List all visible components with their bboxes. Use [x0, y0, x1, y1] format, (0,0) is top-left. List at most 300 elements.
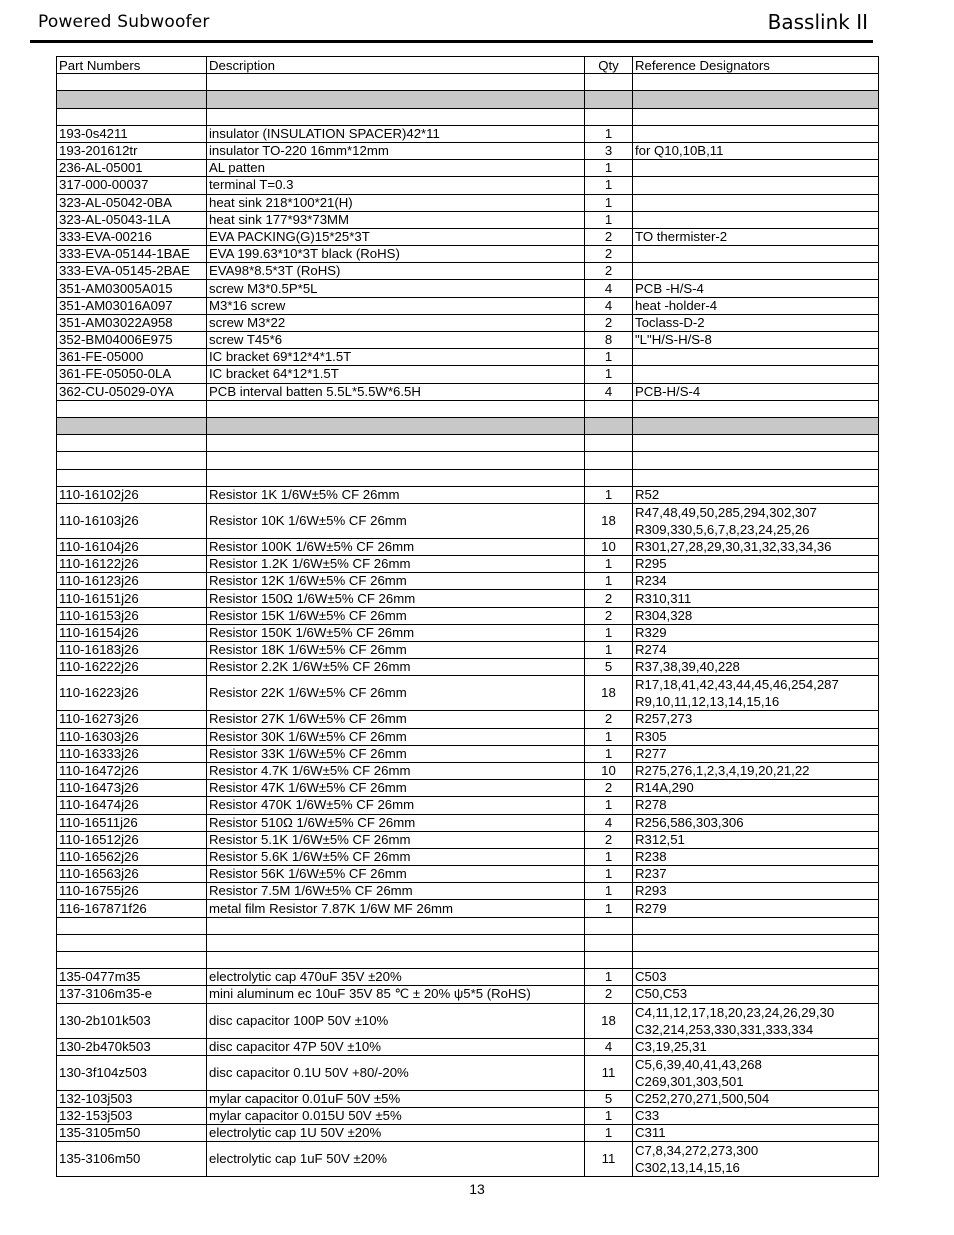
qty-cell: [585, 469, 633, 486]
qty-cell: 1: [585, 125, 633, 142]
reference-designators-cell: R277: [633, 745, 879, 762]
reference-designators-cell: [633, 417, 879, 434]
description-cell: [207, 400, 585, 417]
qty-cell: 8: [585, 332, 633, 349]
reference-designators-cell: PCB -H/S-4: [633, 280, 879, 297]
description-cell: EVA98*8.5*3T (RoHS): [207, 263, 585, 280]
qty-cell: 11: [585, 1055, 633, 1090]
part-number-cell: [57, 934, 207, 951]
reference-designators-cell: R329: [633, 624, 879, 641]
part-number-cell: 361-FE-05000: [57, 349, 207, 366]
table-row: [57, 435, 879, 452]
table-row: [57, 228, 879, 245]
reference-designators-cell: [633, 177, 879, 194]
qty-cell: 1: [585, 194, 633, 211]
description-cell: Resistor 30K 1/6W±5% CF 26mm: [207, 728, 585, 745]
part-number-cell: 110-16122j26: [57, 556, 207, 573]
part-number-cell: [57, 952, 207, 969]
description-cell: EVA 199.63*10*3T black (RoHS): [207, 246, 585, 263]
description-cell: [207, 91, 585, 108]
qty-cell: 2: [585, 246, 633, 263]
reference-designators-cell: R238: [633, 848, 879, 865]
description-cell: [207, 917, 585, 934]
table-row: [57, 503, 879, 538]
qty-cell: [585, 952, 633, 969]
part-number-cell: [57, 417, 207, 434]
description-cell: Resistor 22K 1/6W±5% CF 26mm: [207, 676, 585, 711]
description-cell: AL patten: [207, 160, 585, 177]
part-number-cell: [57, 108, 207, 125]
part-number-cell: 193-201612tr: [57, 142, 207, 159]
table-row: [57, 125, 879, 142]
description-cell: Resistor 7.5M 1/6W±5% CF 26mm: [207, 883, 585, 900]
table-row: [57, 676, 879, 711]
part-number-cell: 130-2b470k503: [57, 1038, 207, 1055]
reference-designators-cell: R14A,290: [633, 780, 879, 797]
qty-cell: 1: [585, 349, 633, 366]
qty-cell: 5: [585, 659, 633, 676]
table-row: [57, 417, 879, 434]
table-row: [57, 314, 879, 331]
part-number-cell: 110-16104j26: [57, 538, 207, 555]
table-header-row: [57, 57, 879, 74]
table-row: [57, 400, 879, 417]
table-row: [57, 383, 879, 400]
part-number-cell: 362-CU-05029-0YA: [57, 383, 207, 400]
description-cell: Resistor 2.2K 1/6W±5% CF 26mm: [207, 659, 585, 676]
header-model-title: Basslink II: [767, 10, 868, 34]
table-row: [57, 280, 879, 297]
qty-cell: 1: [585, 642, 633, 659]
table-row: [57, 780, 879, 797]
column-header-reference-designators: Reference Designators: [633, 57, 879, 74]
qty-cell: 11: [585, 1142, 633, 1177]
qty-cell: 1: [585, 1107, 633, 1124]
part-number-cell: 236-AL-05001: [57, 160, 207, 177]
part-number-cell: 351-AM03016A097: [57, 297, 207, 314]
description-cell: heat sink 218*100*21(H): [207, 194, 585, 211]
table-row: [57, 711, 879, 728]
part-number-cell: 323-AL-05042-0BA: [57, 194, 207, 211]
reference-designators-cell: R295: [633, 556, 879, 573]
description-cell: Resistor 12K 1/6W±5% CF 26mm: [207, 573, 585, 590]
qty-cell: 1: [585, 573, 633, 590]
qty-cell: [585, 435, 633, 452]
reference-designators-cell: R301,27,28,29,30,31,32,33,34,36: [633, 538, 879, 555]
table-row: [57, 486, 879, 503]
column-header-part-numbers: Part Numbers: [57, 57, 207, 74]
part-number-cell: 110-16755j26: [57, 883, 207, 900]
description-cell: Resistor 470K 1/6W±5% CF 26mm: [207, 797, 585, 814]
table-row: [57, 1142, 879, 1177]
reference-designators-cell: [633, 263, 879, 280]
reference-line: R47,48,49,50,285,294,302,307: [635, 504, 817, 520]
table-row: [57, 211, 879, 228]
reference-designators-cell: [633, 452, 879, 469]
table-row: [57, 848, 879, 865]
reference-designators-cell: [633, 91, 879, 108]
description-cell: Resistor 10K 1/6W±5% CF 26mm: [207, 503, 585, 538]
part-number-cell: 110-16103j26: [57, 503, 207, 538]
description-cell: Resistor 5.6K 1/6W±5% CF 26mm: [207, 848, 585, 865]
qty-cell: 1: [585, 160, 633, 177]
reference-designators-cell: R52: [633, 486, 879, 503]
description-cell: insulator TO-220 16mm*12mm: [207, 142, 585, 159]
part-number-cell: 323-AL-05043-1LA: [57, 211, 207, 228]
reference-designators-cell: R310,311: [633, 590, 879, 607]
table-row: [57, 349, 879, 366]
description-cell: electrolytic cap 1uF 50V ±20%: [207, 1142, 585, 1177]
part-number-cell: 333-EVA-05145-2BAE: [57, 263, 207, 280]
table-row: [57, 1090, 879, 1107]
part-number-cell: 137-3106m35-e: [57, 986, 207, 1003]
reference-designators-cell: R305: [633, 728, 879, 745]
reference-designators-cell: [633, 676, 879, 711]
table-row: [57, 142, 879, 159]
description-cell: [207, 469, 585, 486]
reference-designators-cell: [633, 74, 879, 91]
reference-designators-cell: [633, 503, 879, 538]
table-row: [57, 883, 879, 900]
description-cell: mylar capacitor 0.015U 50V ±5%: [207, 1107, 585, 1124]
table-row: [57, 917, 879, 934]
description-cell: Resistor 15K 1/6W±5% CF 26mm: [207, 607, 585, 624]
reference-line: R17,18,41,42,43,44,45,46,254,287: [635, 677, 839, 693]
reference-designators-cell: [633, 400, 879, 417]
table-row: [57, 1038, 879, 1055]
reference-designators-cell: R275,276,1,2,3,4,19,20,21,22: [633, 762, 879, 779]
description-cell: Resistor 4.7K 1/6W±5% CF 26mm: [207, 762, 585, 779]
reference-designators-cell: C3,19,25,31: [633, 1038, 879, 1055]
part-number-cell: 110-16473j26: [57, 780, 207, 797]
table-row: [57, 659, 879, 676]
description-cell: M3*16 screw: [207, 297, 585, 314]
reference-designators-cell: heat -holder-4: [633, 297, 879, 314]
reference-designators-cell: [633, 435, 879, 452]
part-number-cell: 110-16562j26: [57, 848, 207, 865]
part-number-cell: 351-AM03005A015: [57, 280, 207, 297]
part-number-cell: 110-16472j26: [57, 762, 207, 779]
description-cell: Resistor 150Ω 1/6W±5% CF 26mm: [207, 590, 585, 607]
qty-cell: 4: [585, 383, 633, 400]
table-row: [57, 1055, 879, 1090]
reference-line: C4,11,12,17,18,20,23,24,26,29,30: [635, 1004, 835, 1020]
description-cell: screw T45*6: [207, 332, 585, 349]
table-row: [57, 900, 879, 917]
description-cell: EVA PACKING(G)15*25*3T: [207, 228, 585, 245]
column-header-qty: Qty: [585, 57, 633, 74]
reference-designators-cell: C252,270,271,500,504: [633, 1090, 879, 1107]
description-cell: Resistor 1.2K 1/6W±5% CF 26mm: [207, 556, 585, 573]
qty-cell: [585, 917, 633, 934]
qty-cell: 2: [585, 263, 633, 280]
reference-line: C32,214,253,330,331,333,334: [635, 1021, 814, 1037]
description-cell: [207, 74, 585, 91]
description-cell: terminal T=0.3: [207, 177, 585, 194]
part-number-cell: 110-16474j26: [57, 797, 207, 814]
reference-designators-cell: [633, 952, 879, 969]
reference-designators-cell: "L"H/S-H/S-8: [633, 332, 879, 349]
qty-cell: 1: [585, 211, 633, 228]
description-cell: Resistor 100K 1/6W±5% CF 26mm: [207, 538, 585, 555]
table-row: [57, 745, 879, 762]
description-cell: disc capacitor 0.1U 50V +80/-20%: [207, 1055, 585, 1090]
qty-cell: 2: [585, 607, 633, 624]
qty-cell: 4: [585, 297, 633, 314]
qty-cell: [585, 91, 633, 108]
part-number-cell: 110-16222j26: [57, 659, 207, 676]
table-row: [57, 624, 879, 641]
table-row: [57, 573, 879, 590]
part-number-cell: 110-16563j26: [57, 866, 207, 883]
reference-designators-cell: PCB-H/S-4: [633, 383, 879, 400]
reference-designators-cell: R312,51: [633, 831, 879, 848]
qty-cell: 1: [585, 366, 633, 383]
table-row: [57, 452, 879, 469]
qty-cell: [585, 934, 633, 951]
reference-designators-cell: TO thermister-2: [633, 228, 879, 245]
table-row: [57, 590, 879, 607]
reference-designators-cell: [633, 1055, 879, 1090]
reference-designators-cell: [633, 194, 879, 211]
part-number-cell: 110-16273j26: [57, 711, 207, 728]
reference-designators-cell: R278: [633, 797, 879, 814]
qty-cell: 2: [585, 711, 633, 728]
header-divider: [30, 40, 873, 43]
part-number-cell: 333-EVA-05144-1BAE: [57, 246, 207, 263]
reference-line: C302,13,14,15,16: [635, 1160, 740, 1176]
qty-cell: [585, 400, 633, 417]
qty-cell: 4: [585, 814, 633, 831]
table-row: [57, 246, 879, 263]
reference-designators-cell: [633, 246, 879, 263]
description-cell: [207, 452, 585, 469]
qty-cell: 1: [585, 969, 633, 986]
reference-designators-cell: R257,273: [633, 711, 879, 728]
table-row: [57, 297, 879, 314]
reference-designators-cell: [633, 469, 879, 486]
table-row: [57, 91, 879, 108]
description-cell: [207, 435, 585, 452]
table-body: [57, 74, 879, 1177]
qty-cell: 4: [585, 280, 633, 297]
part-number-cell: 116-167871f26: [57, 900, 207, 917]
reference-designators-cell: R37,38,39,40,228: [633, 659, 879, 676]
description-cell: screw M3*22: [207, 314, 585, 331]
qty-cell: 1: [585, 486, 633, 503]
table-row: [57, 934, 879, 951]
reference-designators-cell: C503: [633, 969, 879, 986]
table-row: [57, 797, 879, 814]
description-cell: metal film Resistor 7.87K 1/6W MF 26mm: [207, 900, 585, 917]
qty-cell: 1: [585, 866, 633, 883]
reference-line: C269,301,303,501: [635, 1073, 744, 1089]
qty-cell: 1: [585, 797, 633, 814]
description-cell: Resistor 510Ω 1/6W±5% CF 26mm: [207, 814, 585, 831]
table-row: [57, 1003, 879, 1038]
table-row: [57, 332, 879, 349]
qty-cell: 1: [585, 745, 633, 762]
part-number-cell: 110-16154j26: [57, 624, 207, 641]
description-cell: Resistor 27K 1/6W±5% CF 26mm: [207, 711, 585, 728]
part-number-cell: 361-FE-05050-0LA: [57, 366, 207, 383]
table-row: [57, 986, 879, 1003]
part-number-cell: 317-000-00037: [57, 177, 207, 194]
description-cell: disc capacitor 47P 50V ±10%: [207, 1038, 585, 1055]
reference-designators-cell: [633, 366, 879, 383]
qty-cell: 2: [585, 228, 633, 245]
qty-cell: [585, 417, 633, 434]
description-cell: electrolytic cap 470uF 35V ±20%: [207, 969, 585, 986]
reference-designators-cell: [633, 934, 879, 951]
part-number-cell: 135-0477m35: [57, 969, 207, 986]
header-product-title: Powered Subwoofer: [38, 12, 210, 32]
table-row: [57, 1125, 879, 1142]
part-number-cell: 110-16102j26: [57, 486, 207, 503]
description-cell: PCB interval batten 5.5L*5.5W*6.5H: [207, 383, 585, 400]
table-row: [57, 194, 879, 211]
description-cell: Resistor 5.1K 1/6W±5% CF 26mm: [207, 831, 585, 848]
table-row: [57, 1107, 879, 1124]
qty-cell: 2: [585, 986, 633, 1003]
qty-cell: 18: [585, 503, 633, 538]
description-cell: mini aluminum ec 10uF 35V 85 ℃ ± 20% ψ5*5 (RoHS): [207, 986, 585, 1003]
table-row: [57, 952, 879, 969]
table-row: [57, 469, 879, 486]
qty-cell: 18: [585, 1003, 633, 1038]
qty-cell: 1: [585, 728, 633, 745]
reference-designators-cell: for Q10,10B,11: [633, 142, 879, 159]
part-number-cell: [57, 400, 207, 417]
part-number-cell: 110-16303j26: [57, 728, 207, 745]
qty-cell: 1: [585, 848, 633, 865]
description-cell: [207, 417, 585, 434]
description-cell: Resistor 56K 1/6W±5% CF 26mm: [207, 866, 585, 883]
reference-designators-cell: R293: [633, 883, 879, 900]
table-row: [57, 762, 879, 779]
table-row: [57, 814, 879, 831]
reference-designators-cell: R237: [633, 866, 879, 883]
table-row: [57, 969, 879, 986]
qty-cell: 2: [585, 590, 633, 607]
description-cell: Resistor 33K 1/6W±5% CF 26mm: [207, 745, 585, 762]
reference-designators-cell: Toclass-D-2: [633, 314, 879, 331]
qty-cell: 1: [585, 624, 633, 641]
reference-designators-cell: R279: [633, 900, 879, 917]
reference-designators-cell: R304,328: [633, 607, 879, 624]
part-number-cell: 110-16512j26: [57, 831, 207, 848]
table-row: [57, 538, 879, 555]
reference-designators-cell: C311: [633, 1125, 879, 1142]
qty-cell: 2: [585, 831, 633, 848]
reference-line: R309,330,5,6,7,8,23,24,25,26: [635, 521, 810, 537]
qty-cell: 5: [585, 1090, 633, 1107]
reference-designators-cell: C50,C53: [633, 986, 879, 1003]
part-number-cell: 135-3105m50: [57, 1125, 207, 1142]
part-number-cell: 333-EVA-00216: [57, 228, 207, 245]
part-number-cell: [57, 91, 207, 108]
description-cell: heat sink 177*93*73MM: [207, 211, 585, 228]
reference-designators-cell: [633, 917, 879, 934]
part-number-cell: 110-16153j26: [57, 607, 207, 624]
reference-designators-cell: [633, 211, 879, 228]
reference-designators-cell: [633, 349, 879, 366]
part-number-cell: [57, 435, 207, 452]
description-cell: insulator (INSULATION SPACER)42*11: [207, 125, 585, 142]
table-row: [57, 728, 879, 745]
description-cell: disc capacitor 100P 50V ±10%: [207, 1003, 585, 1038]
qty-cell: 4: [585, 1038, 633, 1055]
reference-designators-cell: [633, 160, 879, 177]
description-cell: Resistor 1K 1/6W±5% CF 26mm: [207, 486, 585, 503]
part-number-cell: 351-AM03022A958: [57, 314, 207, 331]
part-number-cell: 130-3f104z503: [57, 1055, 207, 1090]
part-number-cell: 110-16123j26: [57, 573, 207, 590]
qty-cell: 2: [585, 780, 633, 797]
qty-cell: 18: [585, 676, 633, 711]
qty-cell: 1: [585, 883, 633, 900]
reference-designators-cell: [633, 1003, 879, 1038]
qty-cell: [585, 108, 633, 125]
reference-designators-cell: R274: [633, 642, 879, 659]
part-number-cell: 110-16333j26: [57, 745, 207, 762]
table-row: [57, 831, 879, 848]
part-number-cell: 352-BM04006E975: [57, 332, 207, 349]
qty-cell: 3: [585, 142, 633, 159]
qty-cell: 2: [585, 314, 633, 331]
table-row: [57, 177, 879, 194]
parts-list-table: [56, 56, 879, 1177]
qty-cell: 1: [585, 177, 633, 194]
table-row: [57, 160, 879, 177]
description-cell: [207, 952, 585, 969]
description-cell: Resistor 18K 1/6W±5% CF 26mm: [207, 642, 585, 659]
part-number-cell: [57, 469, 207, 486]
qty-cell: 10: [585, 762, 633, 779]
part-number-cell: 130-2b101k503: [57, 1003, 207, 1038]
description-cell: mylar capacitor 0.01uF 50V ±5%: [207, 1090, 585, 1107]
qty-cell: 10: [585, 538, 633, 555]
reference-designators-cell: [633, 108, 879, 125]
part-number-cell: [57, 74, 207, 91]
table-row: [57, 866, 879, 883]
qty-cell: 1: [585, 1125, 633, 1142]
table-row: [57, 556, 879, 573]
table-row: [57, 74, 879, 91]
reference-designators-cell: R234: [633, 573, 879, 590]
description-cell: [207, 934, 585, 951]
table-row: [57, 263, 879, 280]
reference-designators-cell: R256,586,303,306: [633, 814, 879, 831]
description-cell: IC bracket 64*12*1.5T: [207, 366, 585, 383]
qty-cell: [585, 74, 633, 91]
part-number-cell: [57, 452, 207, 469]
table-row: [57, 607, 879, 624]
column-header-description: Description: [207, 57, 585, 74]
reference-designators-cell: [633, 1142, 879, 1177]
part-number-cell: 193-0s4211: [57, 125, 207, 142]
table-row: [57, 108, 879, 125]
part-number-cell: 110-16511j26: [57, 814, 207, 831]
reference-line: C7,8,34,272,273,300: [635, 1143, 759, 1159]
description-cell: IC bracket 69*12*4*1.5T: [207, 349, 585, 366]
reference-line: R9,10,11,12,13,14,15,16: [635, 694, 780, 710]
description-cell: electrolytic cap 1U 50V ±20%: [207, 1125, 585, 1142]
page-number: 13: [469, 1181, 485, 1197]
part-number-cell: 132-103j503: [57, 1090, 207, 1107]
table-row: [57, 366, 879, 383]
description-cell: Resistor 47K 1/6W±5% CF 26mm: [207, 780, 585, 797]
